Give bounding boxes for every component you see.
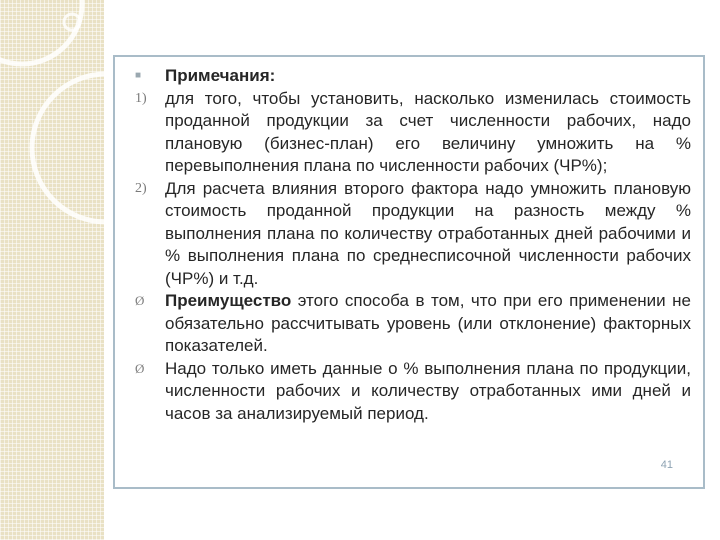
list-marker: 1) (135, 90, 147, 106)
square-bullet-icon: ■ (135, 70, 142, 81)
list-item (115, 358, 703, 426)
page-number: 41 (660, 459, 673, 471)
list-item-text: Надо только иметь данные о % выполнения плана по продукции, численности рабочих и количеству отработанных ими дней и часов за анализируемый период. (165, 358, 691, 423)
arrow-bullet-icon: Ø (135, 360, 145, 376)
list-item-text: для того, чтобы установить, насколько изменилась стоимость проданной продукции за счет численности рабочих, надо плановую (бизнес-план) его величину умножить на % перевыполнения плана по численности рабочих (ЧР%); (165, 88, 691, 175)
notes-heading-item (115, 65, 703, 88)
advantage-label: Преимущество (165, 291, 292, 310)
list-item (115, 88, 703, 178)
notes-heading: Примечания: (165, 66, 276, 85)
list-item (115, 290, 703, 358)
decorative-circles (0, 0, 110, 540)
list-marker: 2) (135, 180, 147, 196)
list-item-text: Для расчета влияния второго фактора надо умножить плановую стоимость проданной продукции на разность между % выполнения плана по количеству отработанных дней рабочими и % выполнения плана по среднесписочной численности рабочих (ЧР%) и т.д. (165, 178, 691, 288)
list-item-text: этого способа в том, что при его применении не обязательно рассчитывать уровень (или отклонение) факторных показателей. (165, 291, 691, 355)
arrow-bullet-icon: Ø (135, 293, 145, 308)
slide-content-box (113, 55, 705, 489)
list-item (115, 178, 703, 291)
